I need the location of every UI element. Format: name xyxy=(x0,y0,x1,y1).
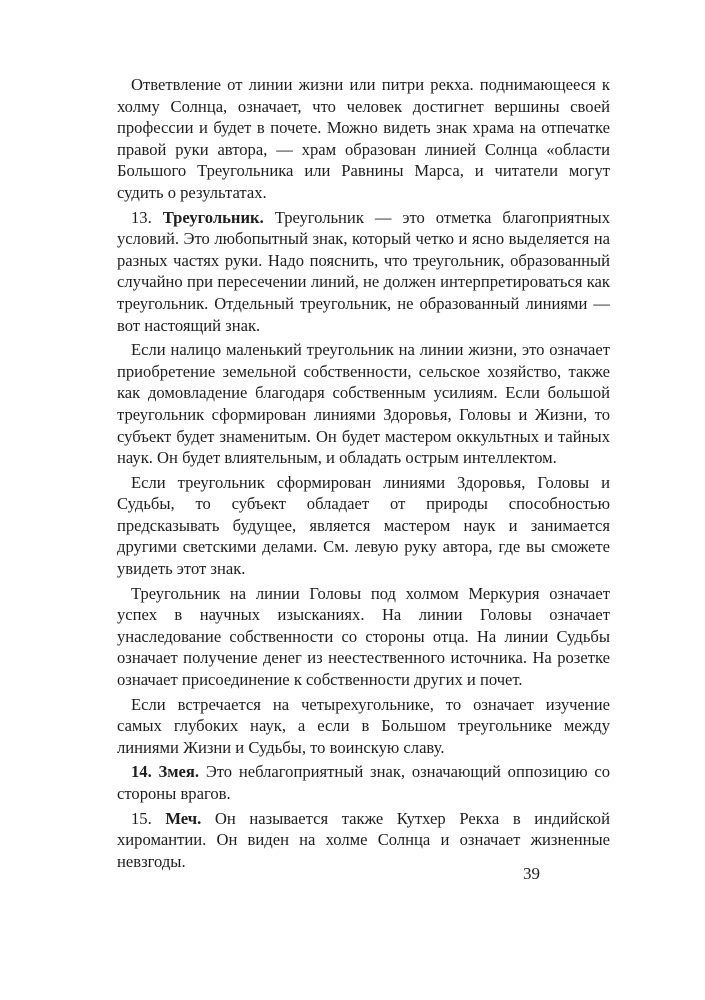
section-heading-sword: Меч. xyxy=(165,808,215,828)
paragraph-triangle-section xyxy=(117,207,610,337)
section-heading-snake: 14. Змея. xyxy=(131,762,206,782)
section-number: 13. xyxy=(131,207,163,227)
page-number: 39 xyxy=(523,864,540,883)
paragraph-sword-section xyxy=(117,808,610,873)
paragraph-branch-of-life-line xyxy=(117,74,610,204)
paragraph-text: Если треугольник сформирован линиями Здоровья, Головы и Судьбы, то субъект обладает от природы способностью предсказывать будущее, является мастером наук и занимается другими светскими делами. См. левую руку автора, где вы сможете увидеть этот знак. xyxy=(117,472,610,579)
paragraph-triangle-on-head-line xyxy=(117,583,610,691)
paragraph-health-head-fate-triangle xyxy=(117,472,610,580)
section-heading-triangle: Треугольник. xyxy=(162,207,275,227)
paragraph-text: Он называется также Кутхер Рекха в индийской хиромантии. Он виден на холме Солнца и означает жизненные невзгоды. xyxy=(117,808,610,871)
paragraph-small-triangle xyxy=(117,339,610,469)
paragraph-text: Если налицо маленький треугольник на линии жизни, это означает приобретение земельной собственности, сельское хозяйство, также как домовладение благодаря собственным усилиям. Если большой треугольник сформирован линиями Здоровья, Головы и Жизни, то субъект будет знаменитым. Он будет мастером оккультных и тайных наук. Он будет влиятельным, и обладать острым интеллектом. xyxy=(117,340,610,468)
paragraph-text: Треугольник на линии Головы под холмом Меркурия означает успех в научных изысканиях. На линии Головы означает унаследование собственности со стороны отца. На линии Судьбы означает получение денег из неестественного источника. На розетке означает присоединение к собственности других и почет. xyxy=(117,583,610,690)
paragraph-text: Если встречается на четырехугольнике, то означает изучение самых глубоких наук, а если в Большом треугольнике между линиями Жизни и Судьбы, то воинскую славу. xyxy=(117,694,610,757)
paragraph-snake-section xyxy=(117,761,610,804)
section-number: 15. xyxy=(131,808,166,828)
paragraph-text: Треугольник — это отметка благоприятных условий. Это любопытный знак, который четко и ясно выделяется на разных частях руки. Надо пояснить, что треугольник, образованный случайно при пересечении линий, не должен интерпретироваться как треугольник. Отдельный треугольник, не образованный линиями — вот настоящий знак. xyxy=(117,207,610,335)
paragraph-quadrangle xyxy=(117,694,610,759)
paragraph-text: Ответвление от линии жизни или питри рекха. поднимающееся к холму Солнца, означает, что человек достигнет вершины своей профессии и будет в почете. Можно видеть знак храма на отпечатке правой руки автора, — храм образован линией Солнца «области Большого Треугольника или Равнины Марса, и читатели могут судить о результатах. xyxy=(117,75,610,202)
paragraph-text: Это неблагоприятный знак, означающий оппозицию со стороны врагов. xyxy=(117,762,611,803)
page-body xyxy=(117,74,610,875)
